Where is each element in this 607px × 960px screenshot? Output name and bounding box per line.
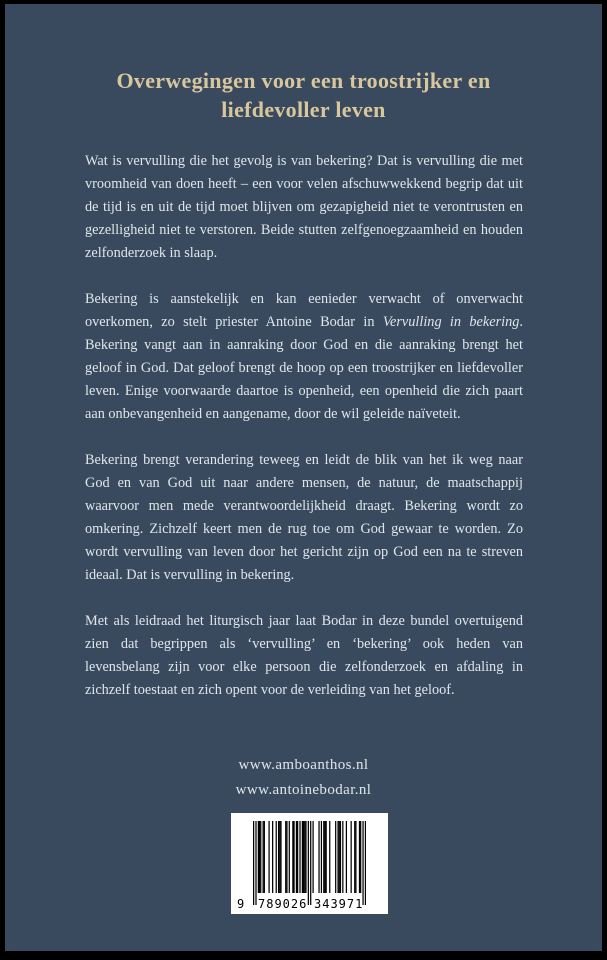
website-antoinebodar: www.antoinebodar.nl <box>235 782 372 798</box>
title-line-2: liefdevoller leven <box>221 97 386 123</box>
paragraph-2-pre: Bekering is aanstekelijk en kan eenieder verwacht of onverwacht overkomen, zo stelt priester Antoine Bodar in <box>85 291 523 331</box>
book-title-italic: Vervulling in bekering <box>382 314 520 331</box>
barcode-bars <box>253 821 366 905</box>
page-title <box>5 66 602 124</box>
barcode-number <box>231 896 388 911</box>
blurb-paragraph-3: Bekering brengt verandering teweeg en leidt de blik van het ik weg naar God en van God uit naar andere mensen, de natuur, de maatschappij waarvoor men mede verantwoordelijkheid draagt. Bekering wordt zo omkering. Zichzelf keert men de rug toe om God gewaar te worden. Zo wordt vervulling van leven door het gericht zijn op God een na te streven ideaal. Dat is vervulling in bekering. <box>85 452 523 584</box>
blurb-paragraph-2 <box>85 288 523 426</box>
cover-background <box>5 4 602 951</box>
barcode-digits-group-1: 789026 <box>258 897 308 911</box>
isbn-barcode <box>231 813 388 914</box>
barcode-digits-group-2: 343971 <box>314 897 364 911</box>
title-line-1: Overwegingen voor een troostrijker en <box>116 68 491 93</box>
publisher-websites <box>5 753 602 803</box>
blurb-paragraph-1: Wat is vervulling die het gevolg is van bekering? Dat is vervulling die met vroomheid van doen heeft – een voor velen afschuwwekkend begrip dat uit de tijd is en uit de tijd moet blijven om gezapigheid niet te verontrusten en gezelligheid niet te verstoren. Beide stutten zelfgenoegzaamheid en houden zelfonderzoek in slaap. <box>85 153 523 262</box>
paragraph-2-post: . Bekering vangt aan in aanraking door God en die aanraking brengt het geloof in God. Dat geloof brengt de hoop op een troostrijker en liefdevoller leven. Enige voorwaarde daartoe is openheid, een openheid die zich paart aan onbevangenheid en aangename, door de wil geleide naïveteit. <box>85 314 523 423</box>
blurb-paragraph-4: Met als leidraad het liturgisch jaar laat Bodar in deze bundel overtuigend zien dat begrippen als ‘vervulling’ en ‘bekering’ ook heden van levensbelang zijn voor elke persoon die zelfonderzoek en afdaling in zichzelf toestaat en zich opent voor de verleiding van het geloof. <box>85 613 523 699</box>
website-amboanthos: www.amboanthos.nl <box>238 757 369 773</box>
back-cover-blurb <box>85 150 523 702</box>
barcode-digit-first: 9 <box>237 897 245 911</box>
